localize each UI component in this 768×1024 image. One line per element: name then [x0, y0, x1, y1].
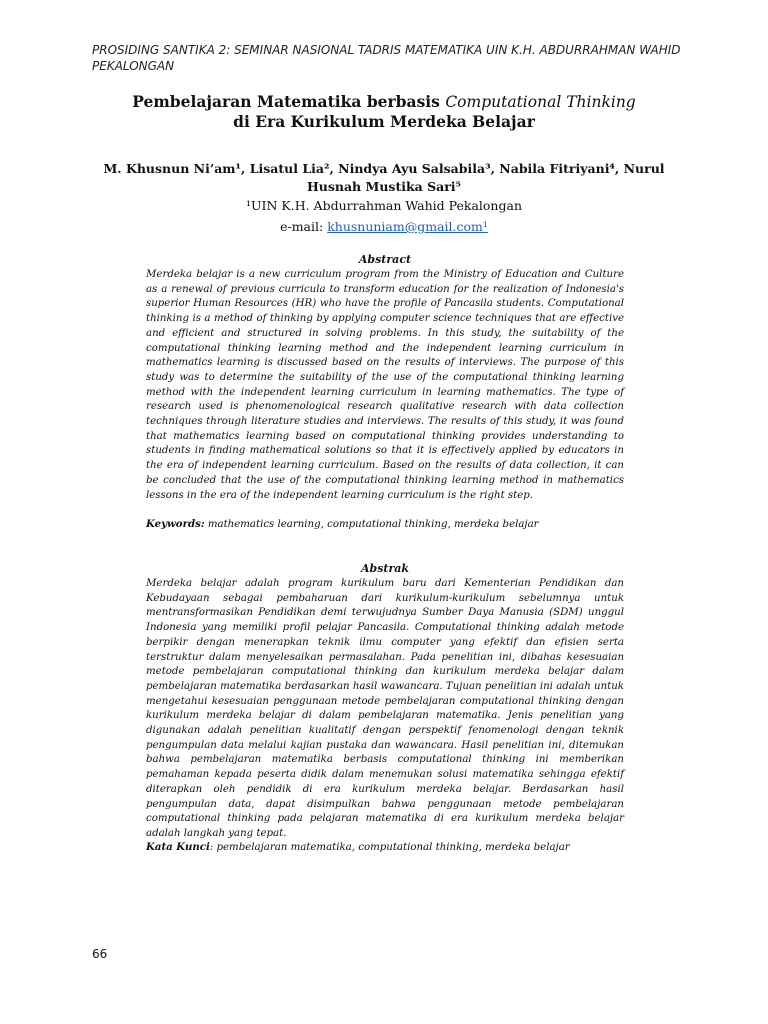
affiliation: ¹UIN K.H. Abdurrahman Wahid Pekalongan: [245, 198, 522, 213]
title-line-2: di Era Kurikulum Merdeka Belajar: [233, 112, 535, 131]
running-head: PROSIDING SANTIKA 2: SEMINAR NASIONAL TADRIS MATEMATIKA UIN K.H. ABDURRAHMAN WAHID PEKALONGAN: [92, 43, 681, 73]
title-prefix: Pembelajaran Matematika berbasis: [132, 92, 446, 111]
paper-title: [60, 92, 708, 132]
page-number: 66: [92, 947, 108, 961]
keywords-text: mathematics learning, computational thinking, merdeka belajar: [204, 519, 539, 530]
abstrak-text: Merdeka belajar adalah program kurikulum baru dari Kementerian Pendidikan dan Kebudayaan sebagai pembaharuan dari kurikulum-kurikulum sebelumnya untuk mentransformasikan Pendidikan demi terwujudnya Sumber Daya Manusia (SDM) unggul Indonesia yang memiliki profil pelajar Pancasila. Computational thinking adalah metode berpikir dengan menerapkan teknik ilmu computer yang efektif dan efisien serta terstruktur dalam menyelesaikan permasalahan. Pada penelitian ini, dibahas kesesuaian metode pembelajaran computational thinking dan kurikulum merdeka belajar dalam pembelajaran matematika berdasarkan hasil wawancara. Tujuan penelitian ini adalah untuk mengetahui kesesuaian penggunaan metode pembelajaran computational thinking dengan kurikulum merdeka belajar di dalam pembelajaran matematika. Jenis penelitian yang digunakan adalah penelitian kualitatif dengan perspektif fenomenologi dengan teknik pengumpulan data melalui kajian pustaka dan wawancara. Hasil penelitian ini, ditemukan bahwa pembelajaran matematika berbasis computational thinking ini memberikan pemahaman kepada peserta didik dalam menemukan solusi matematika sehingga efektif diterapkan oleh pendidik di era kurikulum merdeka belajar. Berdasarkan hasil pengumpulan data, dapat disimpulkan bahwa penggunaan metode pembelajaran computational thinking pada pelajaran matematika di era kurikulum merdeka belajar adalah langkah yang tepat.: [146, 578, 624, 839]
keywords: [146, 517, 624, 532]
kata-kunci: [146, 840, 624, 855]
title-italic: Computational Thinking: [445, 93, 636, 111]
email-label: e-mail:: [280, 219, 328, 234]
keywords-label: Keywords:: [146, 518, 205, 530]
email-link[interactable]: khusnuniam@gmail.com¹: [327, 219, 488, 234]
title-line-1: [60, 92, 708, 112]
abstrak-heading: Abstrak: [360, 562, 410, 575]
email-line: [80, 218, 688, 236]
kata-kunci-text: : pembelajaran matematika, computational thinking, merdeka belajar: [209, 842, 570, 853]
author-list: M. Khusnun Ni’am¹, Lisatul Lia², Nindya Ayu Salsabila³, Nabila Fitriyani⁴, Nurul Husnah Mustika Sari⁵: [103, 161, 665, 194]
abstract-text: Merdeka belajar is a new curriculum program from the Ministry of Education and Culture as a renewal of previous curricula to transform education for the realization of Indonesia's superior Human Resources (HR) who have the profile of Pancasila students. Computational thinking is a method of thinking by applying computer science techniques that are effective and efficient and structured in solving problems. In this study, the suitability of the computational thinking learning method and the independent learning curriculum in mathematics learning is discussed based on the results of interviews. The purpose of this study was to determine the suitability of the use of the computational thinking learning method with the independent learning curriculum in learning mathematics. The type of research used is phenomenological research qualitative research with data collection techniques through literature studies and interviews. The results of this study, it was found that mathematics learning based on computational thinking provides understanding to students in finding mathematical solutions so that it is effectively applied by educators in the era of independent learning curriculum. Based on the results of data collection, it can be concluded that the use of the computational thinking learning method in mathematics lessons in the era of the independent learning curriculum is the right step.: [146, 269, 624, 501]
abstract-heading: Abstract: [358, 253, 412, 266]
kata-kunci-label: Kata Kunci: [146, 841, 210, 853]
